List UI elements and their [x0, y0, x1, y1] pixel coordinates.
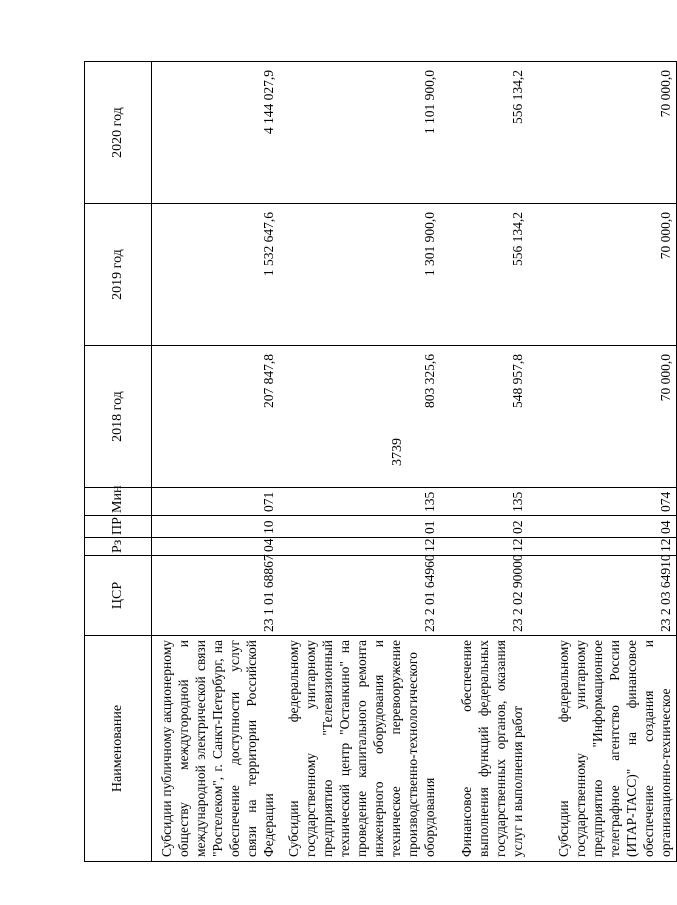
row-csr: 23 1 01 68867 — [152, 556, 280, 636]
rotated-budget-table — [84, 62, 673, 862]
table-row — [279, 62, 440, 862]
row-rz: 12 — [440, 538, 528, 556]
header-2019: 2019 год — [85, 204, 152, 346]
header-2018: 2018 год — [85, 346, 152, 488]
row-2018: 207 847,8 — [152, 346, 280, 488]
row-rz: 04 — [152, 538, 280, 556]
row-pr: 02 — [440, 516, 528, 538]
row-pr: 10 — [152, 516, 280, 538]
row-2020: 1 101 900,0 — [279, 62, 440, 204]
row-rz: 12 — [279, 538, 440, 556]
row-2019: 1 301 900,0 — [279, 204, 440, 346]
page-number: 3739 — [390, 438, 405, 466]
row-name: Субсидии публичному акционерному обществу междугородной и международной электрической связи "Ростелеком", г. Санкт-Петербург, на обеспечение доступности услуг связи на территории Российской Федерации — [152, 636, 280, 862]
header-name: Наименование — [85, 636, 152, 862]
header-csr: ЦСР — [85, 556, 152, 636]
row-csr: 23 2 02 90000 — [440, 556, 528, 636]
row-min: 135 — [440, 488, 528, 516]
header-2020: 2020 год — [85, 62, 152, 204]
budget-table — [84, 61, 677, 862]
table-row — [440, 62, 528, 862]
header-rz: Рз — [85, 538, 152, 556]
row-min: 071 — [152, 488, 280, 516]
row-name: Субсидии федеральному государственному унитарному предприятию "Телевизионный технический центр "Останкино" на проведение капитального ремонта инженерного оборудования и техническое перевооружение производственно-технологического оборудования — [279, 636, 440, 862]
row-csr: 23 2 03 64910 — [528, 556, 677, 636]
table-row — [528, 62, 677, 862]
row-name: Субсидии федеральному государственному унитарному предприятию "Информационное телеграфное агентство России (ИТАР-ТАСС)" на финансовое обеспечение создания и организационно-техническое — [528, 636, 677, 862]
row-pr: 04 — [528, 516, 677, 538]
row-2020: 556 134,2 — [440, 62, 528, 204]
row-name: Финансовое обеспечение выполнения функций федеральных государственных органов, оказания услуг и выполнения работ — [440, 636, 528, 862]
row-2018: 548 957,8 — [440, 346, 528, 488]
row-min: 135 — [279, 488, 440, 516]
row-2020: 4 144 027,9 — [152, 62, 280, 204]
row-min: 074 — [528, 488, 677, 516]
row-2019: 556 134,2 — [440, 204, 528, 346]
row-2018: 803 325,6 — [279, 346, 440, 488]
row-2019: 1 532 647,6 — [152, 204, 280, 346]
row-2020: 70 000,0 — [528, 62, 677, 204]
row-csr: 23 2 01 64960 — [279, 556, 440, 636]
table-header-row — [85, 62, 152, 862]
header-min: Мин — [85, 488, 152, 516]
row-rz: 12 — [528, 538, 677, 556]
row-2019: 70 000,0 — [528, 204, 677, 346]
row-2018: 70 000,0 — [528, 346, 677, 488]
header-pr: ПР — [85, 516, 152, 538]
row-pr: 01 — [279, 516, 440, 538]
table-row — [152, 62, 280, 862]
